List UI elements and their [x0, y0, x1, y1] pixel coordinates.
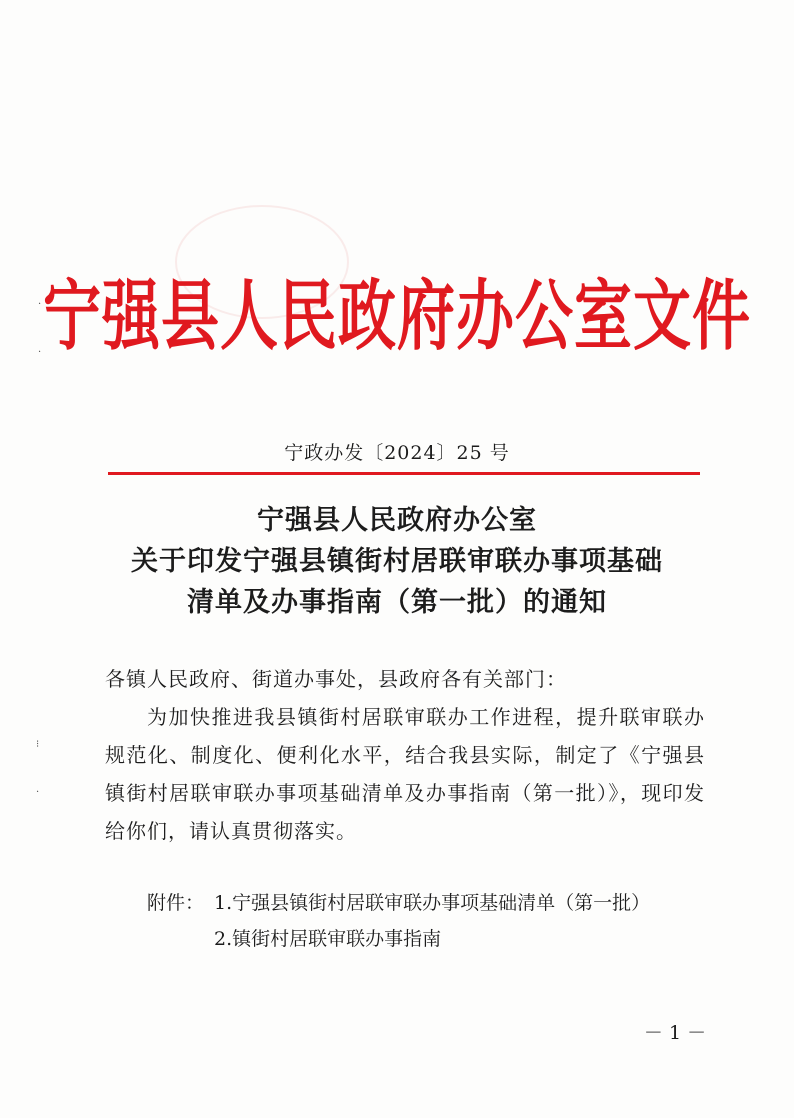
title-line-3: 清单及办事指南（第一批）的通知: [187, 587, 607, 618]
scan-speck: ·: [38, 347, 42, 358]
salutation: 各镇人民政府、街道办事处，县政府各有关部门：: [105, 667, 567, 691]
body-paragraph: 为加快推进我县镇街村居联审联办工作进程，提升联审联办规范化、制度化、便利化水平，结合我县实际，制定了《宁强县镇街村居联审联办事项基础清单及办事指南（第一批）》，现印发给你们，请认真贯彻落实。: [105, 705, 705, 843]
page-number: － 1 －: [643, 1022, 707, 1044]
title-line-2: 关于印发宁强县镇街村居联审联办事项基础: [131, 546, 663, 577]
scan-speck: ·: [36, 787, 40, 798]
title-line-1: 宁强县人民政府办公室: [257, 505, 537, 536]
red-divider-line: [108, 472, 700, 475]
attachment-item-2: 2.镇街村居联审联办事指南: [214, 928, 442, 950]
document-number: 宁政办发〔2024〕25 号: [284, 442, 510, 464]
attachments-label: 附件：: [147, 892, 205, 914]
document-masthead: 宁强县人民政府办公室文件: [42, 271, 751, 361]
scan-speck: ·: [38, 299, 42, 310]
document-body: [105, 660, 705, 850]
scan-speck: ⁝: [36, 739, 40, 750]
attachment-item-1: 1.宁强县镇街村居联审联办事项基础清单（第一批）: [214, 892, 651, 914]
document-title: [0, 500, 794, 623]
